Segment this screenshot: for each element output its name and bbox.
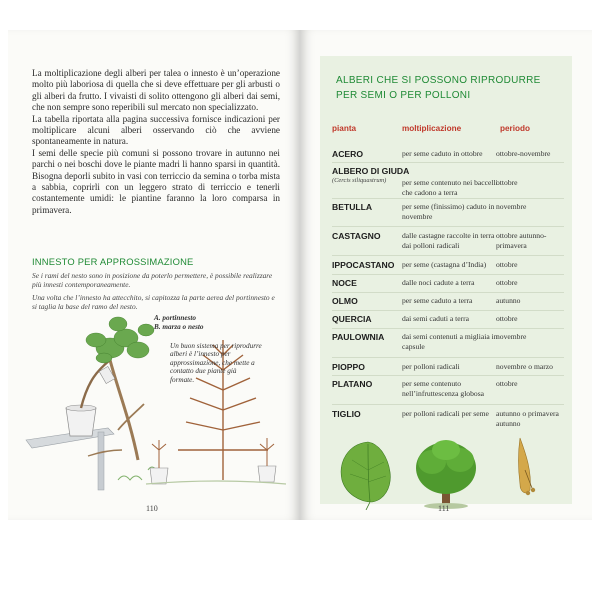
period-cell: ottobre autunno-primavera: [496, 231, 547, 250]
method-cell: per seme (finissimo) caduto in novembre: [402, 202, 495, 221]
period-cell: ottobre: [496, 379, 518, 388]
method-cell: per polloni radicali per seme: [402, 409, 489, 418]
column-header-method: moltiplicazione: [402, 124, 462, 133]
row-divider: [332, 404, 564, 405]
column-header-period: periodo: [500, 124, 531, 133]
method-cell: dai semi contenuti a migliaia in capsule: [402, 332, 498, 351]
period-cell: ottobre: [496, 260, 518, 269]
open-book: [8, 30, 592, 520]
row-divider: [332, 328, 564, 329]
page-number-left: 110: [146, 504, 158, 513]
plant-name: OLMO: [332, 296, 358, 306]
row-divider: [332, 198, 564, 199]
legend-scion: B. marza o nesto: [154, 322, 204, 331]
method-cell: per seme caduto in ottobre: [402, 149, 483, 158]
row-divider: [332, 226, 564, 227]
plant-name: CASTAGNO: [332, 231, 381, 241]
row-divider: [332, 357, 564, 358]
illustration-legend: [154, 314, 204, 331]
period-cell: ottobre: [496, 314, 518, 323]
plant-name: IPPOCASTANO: [332, 260, 395, 270]
left-page: [8, 30, 300, 520]
paragraph: La tabella riportata alla pagina successiva fornisce indicazioni per moltiplicare alcuni alberi osservando ciò che avviene spontaneamente in natura.: [32, 113, 280, 147]
leaf-tree-seed-illustration: [320, 430, 572, 510]
table-title-line1: ALBERI CHE SI POSSONO RIPRODURRE: [336, 75, 541, 86]
row-divider: [332, 375, 564, 376]
page-number-right: 111: [438, 504, 450, 513]
plant-name: PLATANO: [332, 379, 373, 389]
method-cell: dai semi caduti a terra: [402, 314, 470, 323]
method-cell: per seme contenuto nell’infruttescenza globosa: [402, 379, 485, 398]
row-divider: [332, 255, 564, 256]
method-cell: dalle castagne raccolte in terra dai polloni radicali: [402, 231, 495, 250]
leaf-icon: [341, 442, 390, 510]
section-title: INNESTO PER APPROSSIMAZIONE: [32, 256, 194, 267]
plant-name: PIOPPO: [332, 362, 365, 372]
row-divider: [332, 292, 564, 293]
period-cell: ottobre: [496, 278, 518, 287]
tree-icon: [416, 440, 476, 509]
table-title: [336, 74, 566, 103]
method-cell: per seme caduto a terra: [402, 296, 473, 305]
period-cell: autunno o primavera autunno: [496, 409, 559, 428]
table-title-line2: PER SEMI O PER POLLONI: [336, 89, 471, 101]
method-cell: per polloni radicali: [402, 362, 460, 371]
period-cell: novembre: [496, 332, 527, 341]
plant-name: PAULOWNIA: [332, 332, 385, 342]
plant-name: [332, 166, 412, 185]
period-cell: novembre o marzo: [496, 362, 553, 371]
plant-name: TIGLIO: [332, 409, 361, 419]
plant-name: QUERCIA: [332, 314, 372, 324]
plant-name: ACERO: [332, 149, 364, 159]
body-text: [32, 68, 280, 216]
plant-scientific-name: (Cercis siliquastrum): [332, 176, 387, 184]
method-cell: per seme contenuto nei baccelli che cadono a terra: [402, 178, 498, 197]
paragraph: La moltiplicazione degli alberi per talea o innesto è un’operazione molto più laboriosa di quella che si deve effettuare per gli arbusti o gli alberi da frutto. I vivaisti di solito ottengono gli alberi dai semi, che non sempre sono reperibili sul mercato non specializzato.: [32, 68, 280, 113]
illustration-caption: Un buon sistema per riprodurre alberi è l’innesto per approssimazione, che mette a contatto due piante già formate.: [170, 342, 262, 384]
plant-name: NOCE: [332, 278, 357, 288]
period-cell: ottobre: [496, 178, 518, 187]
intro-paragraph: Se i rami del nesto sono in posizione da poterlo permettere, è possibile realizzare più innesti contemporaneamente.: [32, 271, 273, 289]
intro-paragraph: Una volta che l’innesto ha attecchito, si capitozza la parte aerea del portinnesto e si taglia la base del ramo del nesto.: [32, 293, 275, 311]
period-cell: novembre: [496, 202, 527, 211]
method-cell: dalle noci cadute a terra: [402, 278, 475, 287]
period-cell: autunno: [496, 296, 521, 305]
row-divider: [332, 310, 564, 311]
seed-icon: [519, 438, 536, 495]
legend-rootstock: A. portinnesto: [154, 314, 196, 322]
paragraph: I semi delle specie più comuni si possono trovare in autunno nei parchi o nei boschi dove le piante madri li hanno sparsi in quantità. Bisogna deporli subito in vasi con terriccio da semina o torba mista a sabbia, coprirli con un leggero strato di terriccio e tenerli costantemente umidi: le piantine faranno la loro comparsa in primavera.: [32, 147, 280, 215]
column-header-plant: pianta: [332, 124, 357, 133]
period-cell: ottobre-novembre: [496, 149, 551, 158]
plant-name-text: ALBERO DI GIUDA: [332, 166, 410, 176]
row-divider: [332, 162, 564, 163]
plant-name: BETULLA: [332, 202, 373, 212]
right-page: [300, 30, 592, 520]
row-divider: [332, 274, 564, 275]
method-cell: per seme (castagna d’India): [402, 260, 487, 269]
